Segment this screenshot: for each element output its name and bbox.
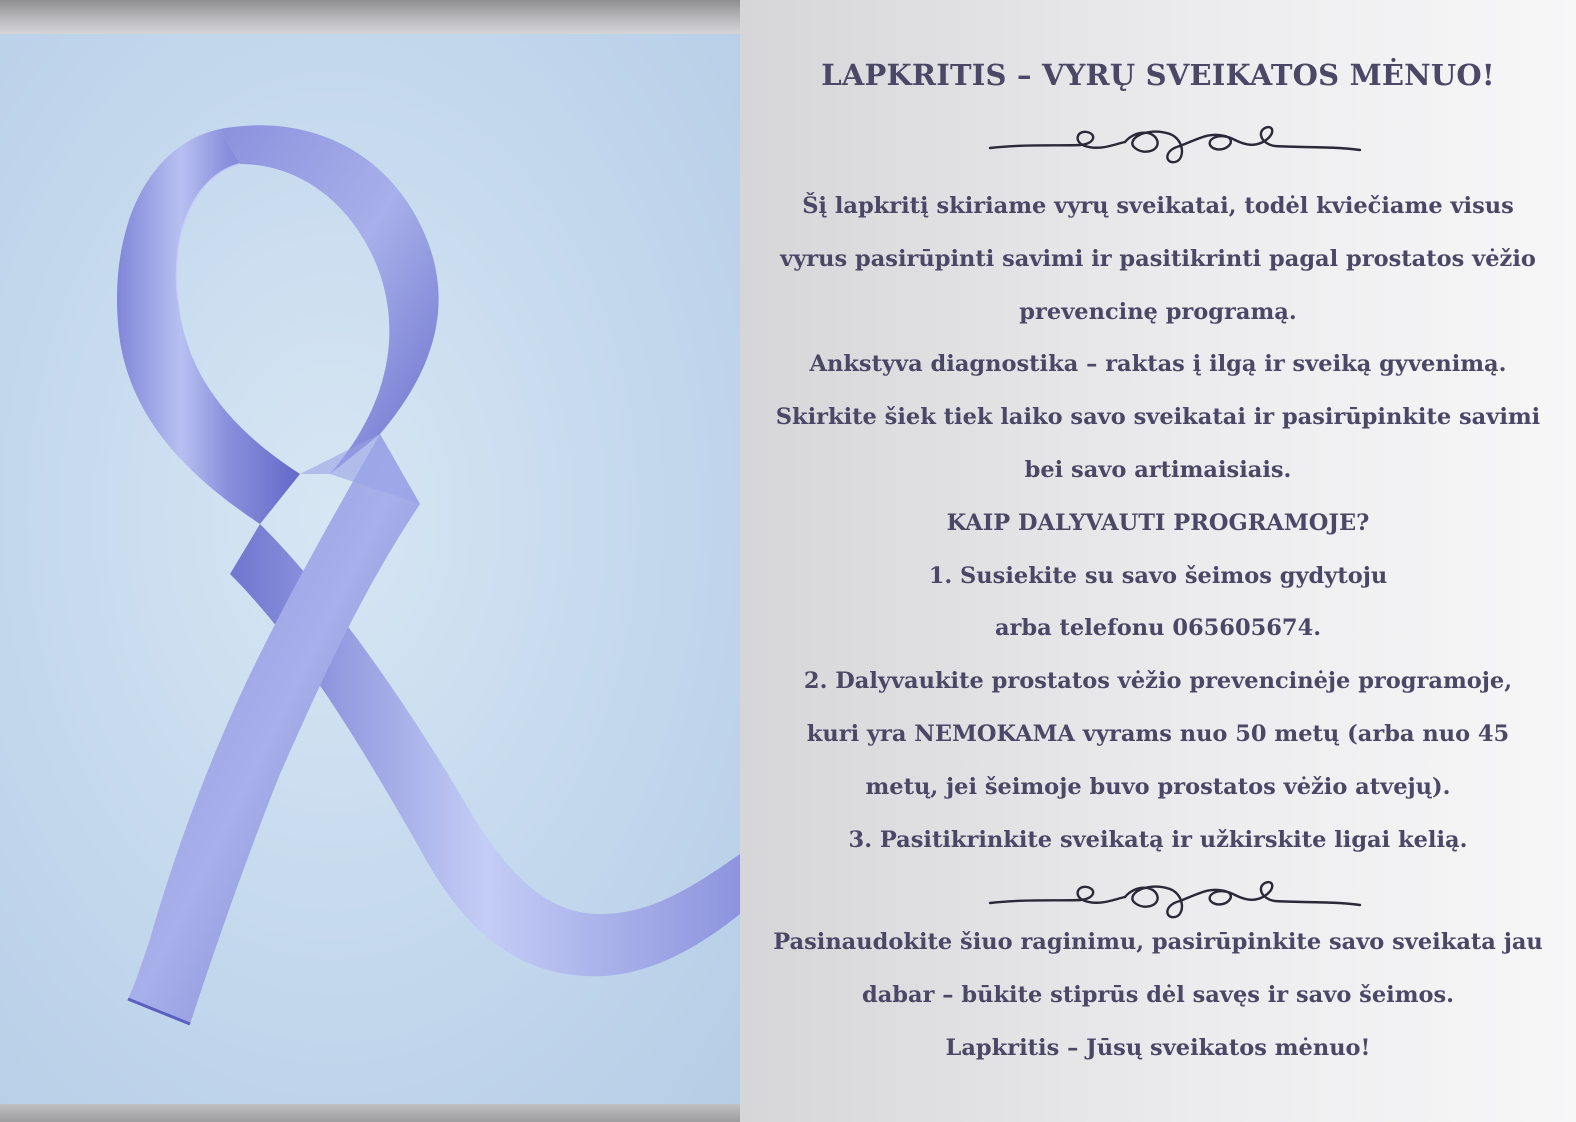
poster-body — [740, 180, 1576, 866]
left-panel — [0, 0, 740, 1122]
body-line: vyrus pasirūpinti savimi ir pasitikrinti pagal prostatos vėžio — [780, 245, 1536, 272]
step-line: 1. Susiekite su savo šeimos gydytoju — [928, 562, 1388, 589]
text-panel — [740, 0, 1576, 1122]
closing-line: dabar – būkite stiprūs dėl savęs ir savo šeimos. — [861, 981, 1455, 1008]
step-line: 3. Pasitikrinkite sveikatą ir užkirskite ligai kelią. — [848, 826, 1468, 853]
closing-line: Pasinaudokite šiuo raginimu, pasirūpinkite savo sveikata jau — [773, 929, 1543, 955]
step-line: arba telefonu 065605674. — [994, 615, 1322, 642]
poster-title: LAPKRITIS – VYRŲ SVEIKATOS MĖNUO! — [821, 58, 1495, 92]
step-line: 2. Dalyvaukite prostatos vėžio prevencinėje programoje, — [803, 668, 1513, 695]
closing-line: Lapkritis – Jūsų sveikatos mėnuo! — [945, 1034, 1371, 1061]
poster-closing — [740, 916, 1576, 1074]
body-line: bei savo artimaisiais. — [1024, 456, 1292, 483]
step-line: metų, jei šeimoje buvo prostatos vėžio atvejų). — [865, 773, 1451, 800]
body-line: Šį lapkritį skiriame vyrų sveikatai, todėl kviečiame visus — [802, 193, 1514, 219]
body-line: Ankstyva diagnostika – raktas į ilgą ir sveiką gyvenimą. — [809, 351, 1507, 378]
swirl-divider-icon — [985, 120, 1365, 170]
ribbon-photo — [0, 34, 740, 1104]
body-line: Skirkite šiek tiek laiko savo sveikatai ir pasirūpinkite savimi — [775, 404, 1541, 431]
step-line: kuri yra NEMOKAMA vyrams nuo 50 metų (arba nuo 45 — [806, 720, 1510, 747]
awareness-ribbon-icon — [0, 34, 740, 1104]
body-line: prevencinę programą. — [1019, 298, 1297, 325]
section-heading: KAIP DALYVAUTI PROGRAMOJE? — [946, 509, 1370, 536]
